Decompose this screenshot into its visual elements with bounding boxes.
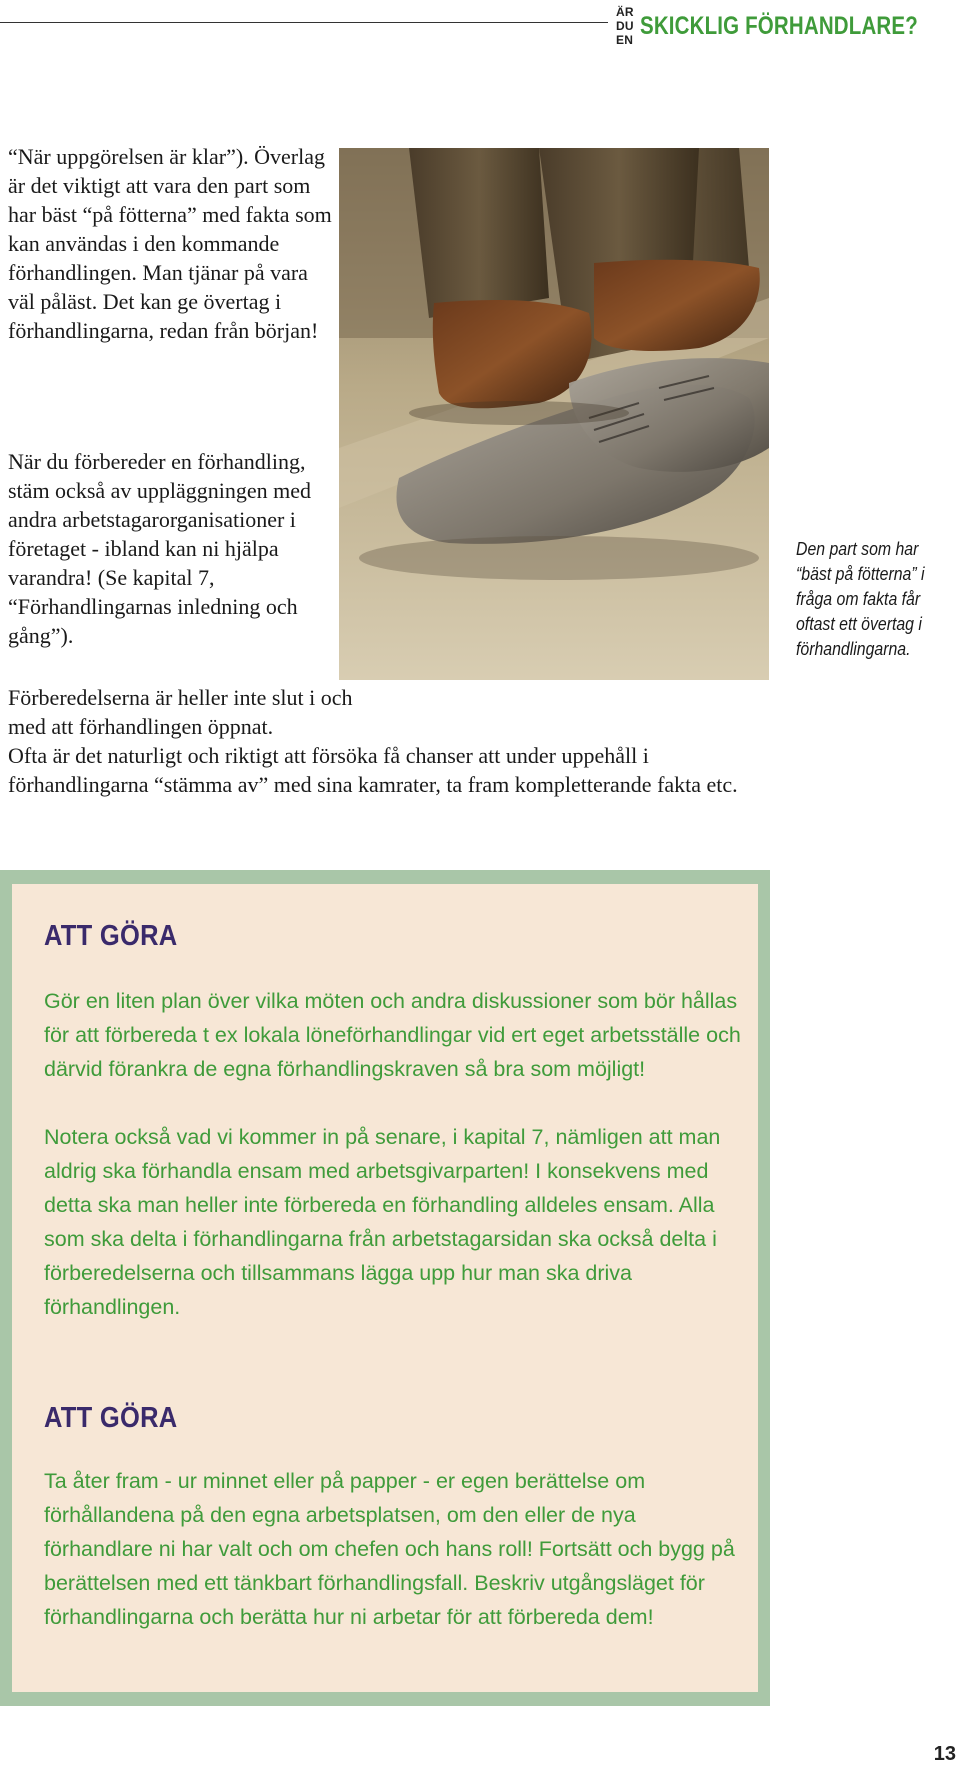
photo-caption: Den part som har “bäst på fötterna” i fråga om fakta får oftast ett övertag i förhandlingarna.: [796, 539, 925, 659]
exercise-text: Gör en liten plan över vilka möten och andra diskussioner som bör hållas för att förbereda t ex lokala löneförhandlingar vid ert eget arbetsställe och därvid förankra de egna förhandlingskraven så bra som möjligt!: [44, 989, 741, 1081]
header-rule: [0, 22, 608, 23]
article-paragraph: När du förbereder en förhandling, stäm också av uppläggningen med andra arbetstagarorganisationer i företaget - ibland kan ni hjälpa varandra! (Se kapital 7, “Förhandlingarnas inledning och gång”).: [8, 449, 312, 648]
article-paragraph: Förberedelserna är heller inte slut i och med att förhandlingen öppnat.: [8, 685, 353, 739]
exercise-text: Ta åter fram - ur minnet eller på papper - er egen berättelse om förhållandena på den egna arbetsplatsen, om den eller de nya förhandlare ni har valt och om chefen och hans roll! Fortsätt och bygg på berättelsen med ett tänkbart förhandlingsfall. Beskriv utgångsläget för förhandlingarna och berätta hur ni arbetar för att förbereda dem!: [44, 1469, 735, 1629]
exercise-box: [0, 870, 770, 1706]
header-title: SKICKLIG FÖRHANDLARE?: [639, 11, 918, 40]
exercise-heading: ATT GÖRA: [44, 920, 178, 952]
running-header: [608, 6, 960, 46]
shoes-photo: [339, 148, 769, 680]
article-paragraph: “När uppgörelsen är klar”). Överlag är det viktigt att vara den part som har bäst “på fötterna” med fakta som kan användas i den kommande förhandlingen. Man tjänar på vara väl påläst. Det kan ge övertag i förhandlingarna, redan från början!: [8, 144, 332, 343]
page-number: 13: [933, 1743, 956, 1765]
article-paragraph: Ofta är det naturligt och riktigt att försöka få chanser att under uppehåll i förhandlingarna “stämma av” med sina kamrater, ta fram kompletterande fakta etc.: [8, 743, 738, 797]
exercise-heading: ATT GÖRA: [44, 1402, 178, 1434]
exercise-text: Notera också vad vi kommer in på senare, i kapital 7, nämligen att man aldrig ska förhandla ensam med arbetsgivarparten! I konsekvens med detta ska man heller inte förbereda en förhandling alldeles ensam. Alla som ska delta i förhandlingarna från arbetstagarsidan ska också delta i förberedelserna och tillsammans lägga upp hur man ska driva förhandlingen.: [44, 1125, 721, 1319]
exercise-box-inner: [12, 884, 758, 1692]
header-prefix: ÄR DU EN: [616, 5, 634, 47]
